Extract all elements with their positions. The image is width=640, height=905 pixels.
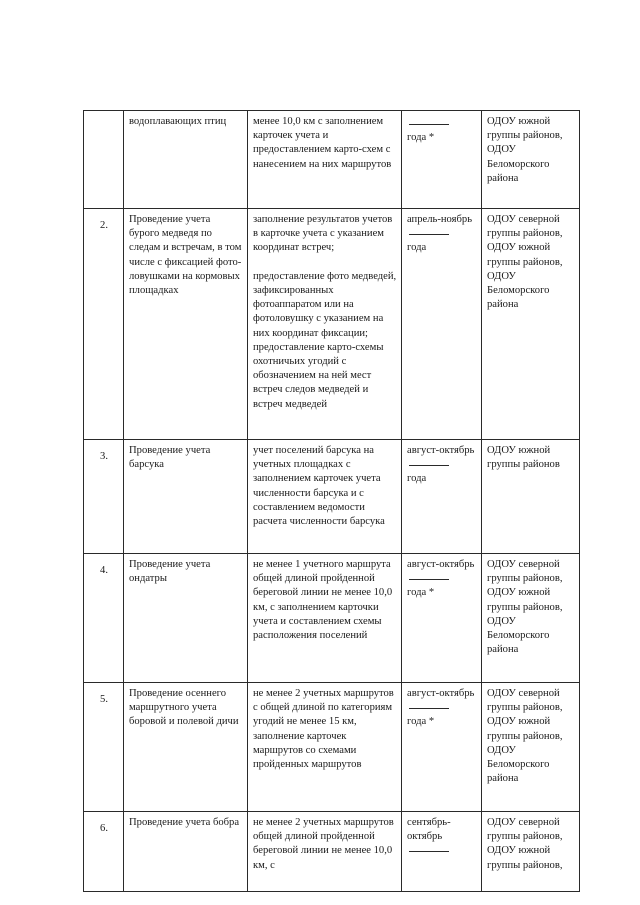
term-year: года <box>407 242 427 254</box>
description-text: не менее 2 учетных маршрутов общей длиной пройденной береговой линии не менее 10,0 км, с <box>253 817 394 871</box>
description-cell <box>248 683 402 812</box>
description-cell <box>248 111 402 209</box>
year-blank-line <box>409 117 449 125</box>
activity-cell <box>124 812 248 892</box>
responsible-text: ОДОУ северной группы районов, ОДОУ южной группы районов, ОДОУ Беломорского района <box>487 688 563 785</box>
responsible-text: ОДОУ северной группы районов, ОДОУ южной группы районов, ОДОУ Беломорского района <box>487 559 563 656</box>
activity-cell <box>124 554 248 683</box>
table-row <box>84 683 580 812</box>
table-body <box>84 111 580 892</box>
term-year: года * <box>407 132 435 143</box>
responsible-cell <box>482 440 580 554</box>
activity-text: Проведение учета бурого медведя по следам и встречам, в том числе с фиксацией фото-ловушками на кормовых площадках <box>129 214 242 297</box>
responsible-text: ОДОУ северной группы районов, ОДОУ южной группы районов, <box>487 817 563 871</box>
year-blank-line <box>409 572 449 580</box>
description-cell <box>248 812 402 892</box>
term-year: года * <box>407 716 435 728</box>
row-number-cell: 6. <box>84 812 124 892</box>
description-text: менее 10,0 км с заполнением карточек учета и предоставлением карто-схем с нанесением на них маршрутов <box>253 116 392 170</box>
row-number-cell: 5. <box>84 683 124 812</box>
table-row <box>84 812 580 892</box>
responsible-cell <box>482 812 580 892</box>
activity-text: Проведение учета бобра <box>129 817 240 828</box>
table-row <box>84 554 580 683</box>
responsible-cell <box>482 209 580 440</box>
term-period: август-октябрь <box>407 445 475 456</box>
description-cell <box>248 209 402 440</box>
term-cell <box>402 209 482 440</box>
term-year: года <box>407 473 427 485</box>
responsible-text: ОДОУ южной группы районов, ОДОУ Беломорского района <box>487 116 563 184</box>
year-blank-line <box>409 227 449 235</box>
accounting-plan-table <box>83 110 580 892</box>
activity-cell <box>124 440 248 554</box>
description-text: заполнение результатов учетов в карточке учета с указанием координат встреч; предоставление фото медведей, зафиксированных фотоаппаратом или на фотоловушку с указанием на них координат фиксации; предоставление карто-схемы охотничьих угодий с обозначением на ней мест встреч следов медведей и встреч медведей <box>253 214 397 410</box>
activity-text: Проведение учета ондатры <box>129 559 211 585</box>
table-row <box>84 111 580 209</box>
row-number-cell: 4. <box>84 554 124 683</box>
row-number-cell <box>84 111 124 209</box>
activity-cell <box>124 111 248 209</box>
activity-cell <box>124 683 248 812</box>
description-cell <box>248 554 402 683</box>
description-text: не менее 1 учетного маршрута общей длиной пройденной береговой линии не менее 10,0 км, с заполнением карточки учета и составлением схемы расположения поселений <box>253 559 393 642</box>
responsible-text: ОДОУ южной группы районов <box>487 445 560 471</box>
responsible-cell <box>482 554 580 683</box>
year-blank-line <box>409 844 449 852</box>
activity-cell <box>124 209 248 440</box>
responsible-cell <box>482 683 580 812</box>
term-cell <box>402 440 482 554</box>
term-year: года * <box>407 587 435 599</box>
description-cell <box>248 440 402 554</box>
year-blank-line <box>409 458 449 466</box>
term-cell <box>402 111 482 209</box>
activity-text: водоплавающих птиц <box>129 116 227 127</box>
term-period: август-октябрь <box>407 688 475 699</box>
term-cell <box>402 554 482 683</box>
responsible-cell <box>482 111 580 209</box>
row-number-cell: 3. <box>84 440 124 554</box>
term-period: сентябрь-октябрь <box>407 817 451 843</box>
term-period: апрель-ноябрь <box>407 214 473 225</box>
term-cell <box>402 812 482 892</box>
term-period: август-октябрь <box>407 559 475 570</box>
row-number-cell: 2. <box>84 209 124 440</box>
table-row <box>84 209 580 440</box>
activity-text: Проведение учета барсука <box>129 445 211 471</box>
description-text: учет поселений барсука на учетных площадках с заполнением карточек учета численности барсука и с составлением ведомости расчета численности барсука <box>253 445 385 528</box>
description-text: не менее 2 учетных маршрутов с общей длиной по категориям угодий не менее 15 км, заполнение карточек маршрутов со схемами пройденных маршрутов <box>253 688 394 771</box>
term-cell <box>402 683 482 812</box>
responsible-text: ОДОУ северной группы районов, ОДОУ южной группы районов, ОДОУ Беломорского района <box>487 214 563 311</box>
year-blank-line <box>409 701 449 709</box>
table-row <box>84 440 580 554</box>
activity-text: Проведение осеннего маршрутного учета боровой и полевой дичи <box>129 688 239 728</box>
